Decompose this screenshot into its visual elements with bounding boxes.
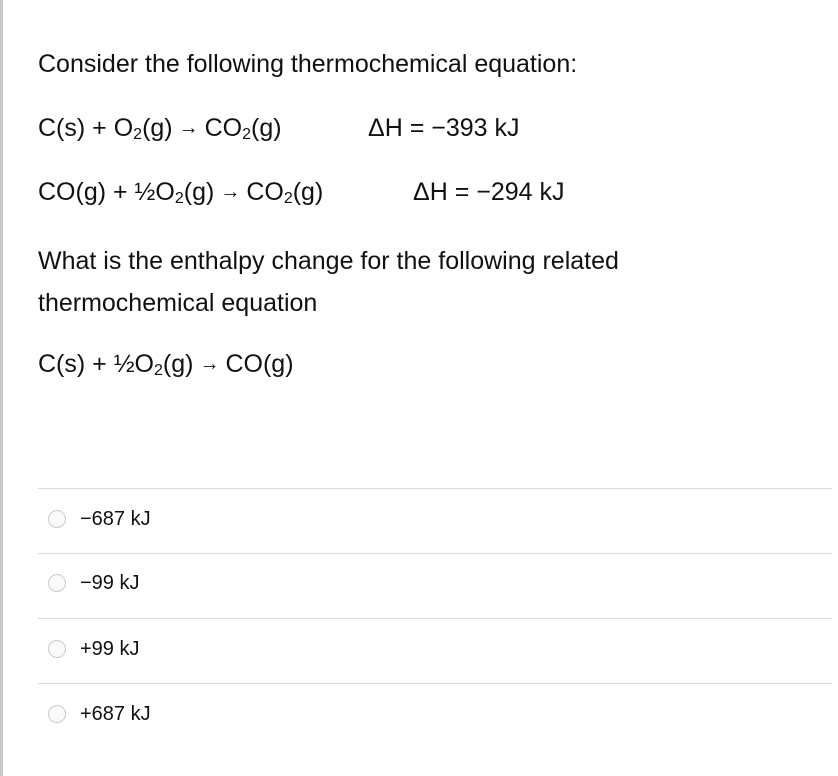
radio-button[interactable] <box>48 510 66 528</box>
radio-button[interactable] <box>48 640 66 658</box>
answer-option[interactable] <box>48 629 139 669</box>
answer-option-label: +687 kJ <box>80 702 151 725</box>
eq1-reactants: $C(s) + O_2(g)$ <box>38 114 173 143</box>
equation-1 <box>38 112 520 146</box>
eq2-reactants: $CO(g) + \frac{1}{2}O_2(g)$ <box>38 178 215 207</box>
target-equation <box>38 348 294 382</box>
eq2-enthalpy: ΔH = −294 kJ <box>413 178 565 206</box>
divider <box>38 553 832 554</box>
answer-option[interactable] <box>48 499 151 539</box>
radio-button[interactable] <box>48 705 66 723</box>
divider <box>38 488 832 489</box>
answer-option[interactable] <box>48 694 151 734</box>
divider <box>38 618 832 619</box>
arrow-icon: → <box>199 353 220 375</box>
question-intro: Consider the following thermochemical equation: <box>38 50 578 78</box>
eq2-products: $CO_2(g)$ <box>246 178 324 207</box>
eq1-products: $CO_2(g)$ <box>204 114 282 143</box>
answer-option-label: −687 kJ <box>80 507 151 530</box>
answer-option-label: −99 kJ <box>80 571 140 594</box>
arrow-icon: → <box>220 181 241 203</box>
answer-option[interactable] <box>48 563 139 603</box>
radio-button[interactable] <box>48 574 66 592</box>
target-products: CO(g) <box>225 350 294 378</box>
equation-2 <box>38 176 565 210</box>
arrow-icon: → <box>178 117 199 139</box>
left-border <box>0 0 3 776</box>
question-prompt: What is the enthalpy change for the following related thermochemical equation <box>38 247 619 317</box>
eq1-enthalpy: ΔH = −393 kJ <box>368 114 520 142</box>
answer-option-label: +99 kJ <box>80 637 140 660</box>
divider <box>38 683 832 684</box>
target-reactants: $C(s) + \frac{1}{2}O_2(g)$ <box>38 350 194 379</box>
